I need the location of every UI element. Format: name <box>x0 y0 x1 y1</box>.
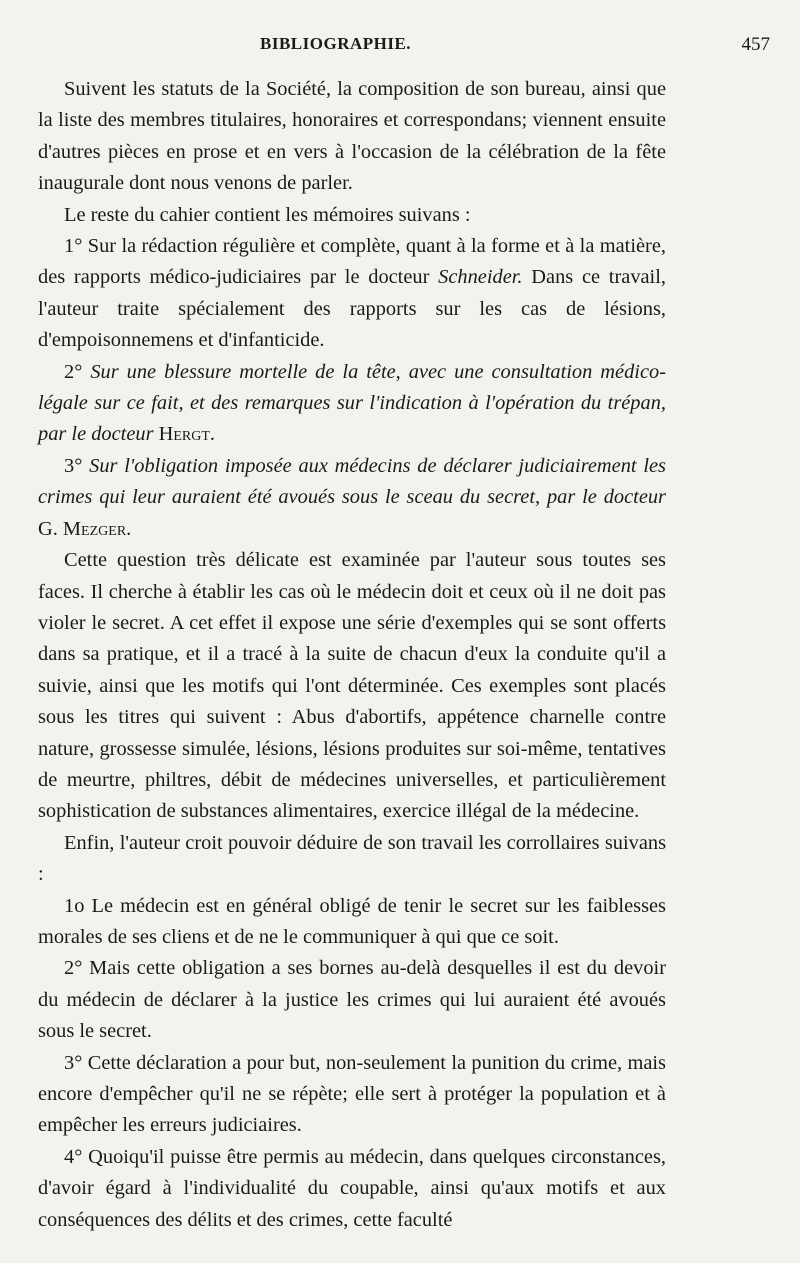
list-item <box>38 451 666 545</box>
item-title: Sur l'obligation imposée aux médecins de déclarer judiciairement les crimes qui leur auraient été avoués sous le sceau du secret, par le docteur <box>38 454 666 509</box>
paragraph: Cette question très délicate est examinée par l'auteur sous toutes ses faces. Il cherche à établir les cas où le médecin doit et ceux où il ne doit pas violer le secret. A cet effet il expose une série d'exemples qui se sont offerts dans sa pratique, et il a tracé à la suite de chacun d'eux la conduite qu'il a suivie, ainsi que les motifs qui l'ont déterminée. Ces exemples sont placés sous les titres qui suivent : Abus d'abortifs, appétence charnelle contre nature, grossesse simulée, lésions, lésions produites sur soi-même, tentatives de meurtre, philtres, débit de médecines universelles, et particulièrement sophistication de substances alimentaires, exercice illégal de la médecine. <box>38 549 666 823</box>
list-item <box>38 357 666 451</box>
running-title: BIBLIOGRAPHIE. <box>260 34 412 53</box>
body-text <box>38 74 666 1236</box>
running-header <box>38 30 770 64</box>
author-name: G. Mezger. <box>38 517 132 540</box>
item-text: Sur la rédaction régulière et complète, quant à la forme et à la matière, des rapports médico-judiciaires par le docteur <box>38 235 666 289</box>
paragraph: Le reste du cahier contient les mémoires suivans : <box>64 203 471 226</box>
item-text-continued: Dans ce travail, l'auteur traite spécialement des rapports sur les cas de lésions, d'empoisonnemens et d'infanticide. <box>38 266 666 352</box>
list-item <box>38 231 666 357</box>
item-title: Sur une blessure mortelle de la tête, avec une consultation médico-légale sur ce fait, et des remarques sur l'indication à l'opération du trépan, par le docteur <box>38 360 666 446</box>
paragraph: Enfin, l'auteur croit pouvoir déduire de son travail les corrollaires suivans : <box>38 831 666 886</box>
list-item: 1o Le médecin est en général obligé de tenir le secret sur les faiblesses morales de ses cliens et de ne le communiquer à qui que ce soit. <box>38 894 666 948</box>
paragraph: Suivent les statuts de la Société, la composition de son bureau, ainsi que la liste des membres titulaires, honoraires et correspondans; viennent ensuite d'autres pièces en prose et en vers à l'occasion de la célébration de la fête inaugurale dont nous venons de parler. <box>38 78 666 195</box>
item-number: 3° <box>64 454 83 477</box>
list-item: 2° Mais cette obligation a ses bornes au-delà desquelles il est du devoir du médecin de déclarer à la justice les crimes qui lui auraient été avoués sous le secret. <box>38 957 666 1043</box>
item-number: 2° <box>64 360 83 383</box>
item-number: 1° <box>64 235 83 258</box>
page-number: 457 <box>741 34 770 55</box>
author-name: Hergt. <box>158 423 216 446</box>
list-item: 3° Cette déclaration a pour but, non-seulement la punition du crime, mais encore d'empêcher qu'il ne se répète; elle sert à protéger la population et à empêcher les erreurs judiciaires. <box>38 1051 666 1137</box>
author-name: Schneider. <box>438 266 523 289</box>
list-item: 4° Quoiqu'il puisse être permis au médecin, dans quelques circonstances, d'avoir égard à l'individualité du coupable, ainsi qu'aux motifs et aux conséquences des délits et des crimes, cette faculté <box>38 1145 666 1231</box>
